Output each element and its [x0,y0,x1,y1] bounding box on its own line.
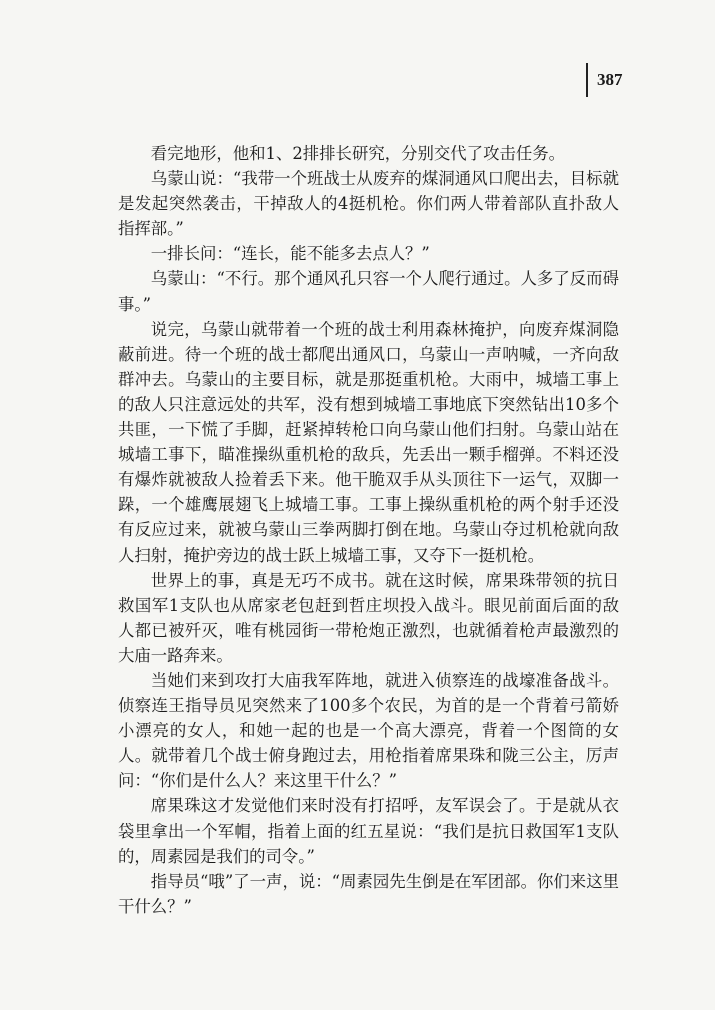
body-text [118,141,619,919]
paragraph: 一排长问：“连长，能不能多去点人？” [150,244,430,264]
paragraph: 乌蒙山说：“我带一个班战士从废弃的煤洞通风口爬出去，目标就是发起突然袭击，干掉敌人的4挺机枪。你们两人带着部队直扑敌人指挥部。” [118,169,619,239]
paragraph: 乌蒙山：“不行。那个通风孔只容一个人爬行通过。人多了反而碍事。” [118,269,619,314]
paragraph: 说完，乌蒙山就带着一个班的战士利用森林掩护，向废弃煤洞隐蔽前进。待一个班的战士都爬出通风口，乌蒙山一声呐喊，一齐向敌群冲去。乌蒙山的主要目标，就是那挺重机枪。大雨中，城墙工事上的敌人只注意远处的共军，没有想到城墙工事地底下突然钻出10多个共匪，一下慌了手脚，赶紧掉转枪口向乌蒙山他们扫射。乌蒙山站在城墙工事下，瞄准操纵重机枪的敌兵，先丢出一颗手榴弹。不料还没有爆炸就被敌人捡着丢下来。他干脆双手从头顶往下一运气，双脚一跺，一个雄鹰展翅飞上城墙工事。工事上操纵重机枪的两个射手还没有反应过来，就被乌蒙山三拳两脚打倒在地。乌蒙山夺过机枪就向敌人扫射，掩护旁边的战士跃上城墙工事，又夺下一挺机枪。 [118,319,619,565]
paragraph: 世界上的事，真是无巧不成书。就在这时候，席果珠带领的抗日救国军1支队也从席家老包赶到哲庄坝投入战斗。眼见前面后面的敌人都已被歼灭，唯有桃园街一带枪炮正激烈，也就循着枪声最激烈的大庙一路奔来。 [118,570,619,665]
header-rule [586,63,588,97]
paragraph: 当她们来到攻打大庙我军阵地，就进入侦察连的战壕准备战斗。侦察连王指导员见突然来了100多个农民，为首的是一个背着弓箭娇小漂亮的女人，和她一起的也是一个高大漂亮，背着一个图筒的女人。就带着几个战士俯身跑过去，用枪指着席果珠和陇三公主，厉声问：“你们是什么人？来这里干什么？” [118,670,619,791]
paragraph: 指导员“哦”了一声，说：“周素园先生倒是在军团部。你们来这里干什么？” [118,871,619,916]
page-number: 387 [597,70,623,89]
paragraph: 席果珠这才发觉他们来时没有打招呼，友军误会了。于是就从衣袋里拿出一个军帽，指着上面的红五星说：“我们是抗日救国军1支队的，周素园是我们的司令。” [118,796,619,866]
page-header [586,62,623,98]
paragraph: 看完地形，他和1、2排排长研究，分别交代了攻击任务。 [150,144,566,163]
